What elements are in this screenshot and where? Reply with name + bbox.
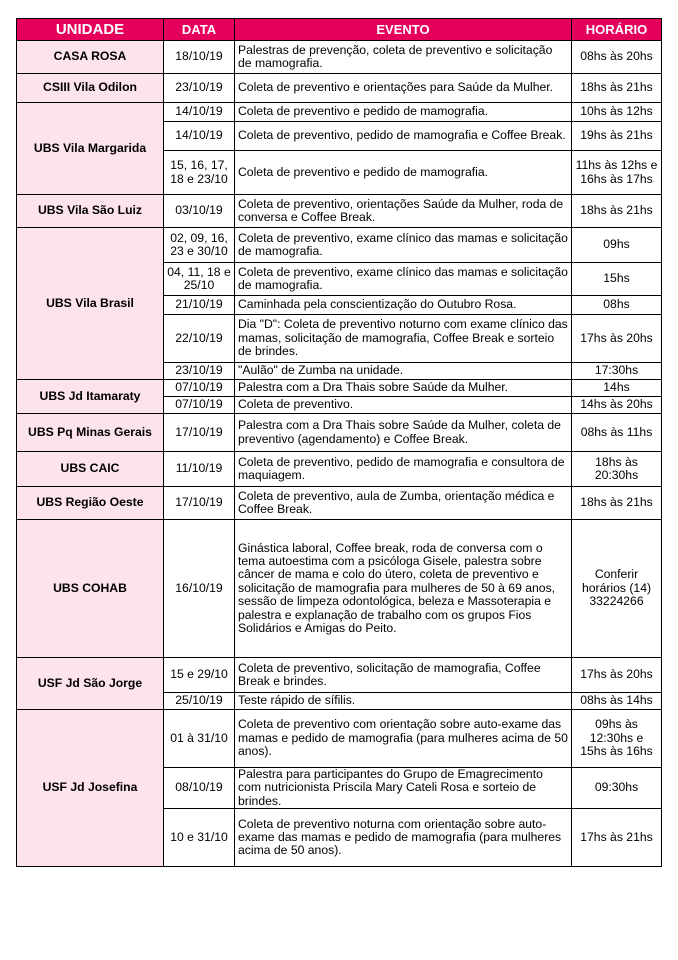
- date-cell: 25/10/19: [164, 693, 235, 710]
- time-cell: 17hs às 20hs: [572, 315, 662, 363]
- event-cell: Coleta de preventivo, pedido de mamografia e consultora de maquiagem.: [235, 452, 572, 487]
- schedule-body: [17, 41, 662, 867]
- date-cell: 18/10/19: [164, 41, 235, 74]
- date-cell: 14/10/19: [164, 122, 235, 151]
- table-row: [17, 487, 662, 520]
- table-row: [17, 195, 662, 228]
- time-cell: 08hs às 11hs: [572, 414, 662, 452]
- time-cell: 14hs às 20hs: [572, 397, 662, 414]
- date-cell: 01 à 31/10: [164, 710, 235, 768]
- table-row: [17, 41, 662, 74]
- time-cell: 19hs às 21hs: [572, 122, 662, 151]
- time-cell: 17hs às 20hs: [572, 658, 662, 693]
- time-cell: 17:30hs: [572, 363, 662, 380]
- header-horario: HORÁRIO: [572, 19, 662, 41]
- header-evento: EVENTO: [235, 19, 572, 41]
- event-cell: Coleta de preventivo e pedido de mamografia.: [235, 103, 572, 122]
- table-row: [17, 74, 662, 103]
- time-cell: 17hs às 21hs: [572, 809, 662, 867]
- date-cell: 23/10/19: [164, 74, 235, 103]
- event-cell: Ginástica laboral, Coffee break, roda de conversa com o tema autoestima com a psicóloga Gisele, palestra sobre câncer de mama e colo do útero, coleta de preventivo e solicitação de mamografia para mulheres de 50 à 69 anos, sessão de limpeza odontológica, beleza e Massoterapia e palestra e explanação de trabalho com os grupos Fios Solidários e Amigas do Peito.: [235, 520, 572, 658]
- table-row: [17, 520, 662, 658]
- unit-name: UBS Vila São Luiz: [17, 195, 164, 228]
- unit-name: UBS COHAB: [17, 520, 164, 658]
- unit-name: USF Jd São Jorge: [17, 658, 164, 710]
- time-cell: 18hs às 21hs: [572, 487, 662, 520]
- event-cell: Palestra para participantes do Grupo de Emagrecimento com nutricionista Priscila Mary Cateli Rosa e sorteio de brindes.: [235, 768, 572, 809]
- table-row: [17, 228, 662, 263]
- date-cell: 02, 09, 16, 23 e 30/10: [164, 228, 235, 263]
- event-cell: Coleta de preventivo, orientações Saúde da Mulher, roda de conversa e Coffee Break.: [235, 195, 572, 228]
- time-cell: 08hs às 14hs: [572, 693, 662, 710]
- unit-name: UBS Vila Margarida: [17, 103, 164, 195]
- header-row: [17, 19, 662, 41]
- date-cell: 15, 16, 17, 18 e 23/10: [164, 151, 235, 195]
- event-cell: Coleta de preventivo e pedido de mamografia.: [235, 151, 572, 195]
- table-row: [17, 452, 662, 487]
- unit-name: CSIII Vila Odilon: [17, 74, 164, 103]
- time-cell: 14hs: [572, 380, 662, 397]
- time-cell: 08hs: [572, 296, 662, 315]
- time-cell: 18hs às 20:30hs: [572, 452, 662, 487]
- date-cell: 08/10/19: [164, 768, 235, 809]
- event-cell: Coleta de preventivo, exame clínico das mamas e solicitação de mamografia.: [235, 228, 572, 263]
- unit-name: UBS Região Oeste: [17, 487, 164, 520]
- unit-name: UBS Jd Itamaraty: [17, 380, 164, 414]
- time-cell: 09hs: [572, 228, 662, 263]
- time-cell: 10hs às 12hs: [572, 103, 662, 122]
- time-cell: 11hs às 12hs e 16hs às 17hs: [572, 151, 662, 195]
- table-row: [17, 658, 662, 693]
- date-cell: 04, 11, 18 e 25/10: [164, 263, 235, 296]
- date-cell: 03/10/19: [164, 195, 235, 228]
- event-cell: "Aulão" de Zumba na unidade.: [235, 363, 572, 380]
- date-cell: 11/10/19: [164, 452, 235, 487]
- unit-name: CASA ROSA: [17, 41, 164, 74]
- event-cell: Coleta de preventivo noturna com orientação sobre auto-exame das mamas e pedido de mamografia (para mulheres acima de 50 anos).: [235, 809, 572, 867]
- event-cell: Coleta de preventivo e orientações para Saúde da Mulher.: [235, 74, 572, 103]
- time-cell: 09hs às 12:30hs e 15hs às 16hs: [572, 710, 662, 768]
- unit-name: UBS Pq Minas Gerais: [17, 414, 164, 452]
- event-cell: Coleta de preventivo, exame clínico das mamas e solicitação de mamografia.: [235, 263, 572, 296]
- date-cell: 21/10/19: [164, 296, 235, 315]
- date-cell: 23/10/19: [164, 363, 235, 380]
- date-cell: 07/10/19: [164, 380, 235, 397]
- time-cell: 09:30hs: [572, 768, 662, 809]
- event-cell: Dia "D": Coleta de preventivo noturno com exame clínico das mamas, solicitação de mamografia, Coffee Break e sorteio de brindes.: [235, 315, 572, 363]
- date-cell: 15 e 29/10: [164, 658, 235, 693]
- date-cell: 17/10/19: [164, 487, 235, 520]
- time-cell: 18hs às 21hs: [572, 74, 662, 103]
- time-cell: 15hs: [572, 263, 662, 296]
- table-row: [17, 710, 662, 768]
- date-cell: 14/10/19: [164, 103, 235, 122]
- table-row: [17, 414, 662, 452]
- schedule-table: [16, 18, 662, 867]
- table-row: [17, 380, 662, 397]
- date-cell: 07/10/19: [164, 397, 235, 414]
- date-cell: 16/10/19: [164, 520, 235, 658]
- unit-name: UBS Vila Brasil: [17, 228, 164, 380]
- event-cell: Coleta de preventivo com orientação sobre auto-exame das mamas e pedido de mamografia (para mulheres acima de 50 anos).: [235, 710, 572, 768]
- unit-name: USF Jd Josefina: [17, 710, 164, 867]
- date-cell: 17/10/19: [164, 414, 235, 452]
- time-cell: Conferir horários (14) 33224266: [572, 520, 662, 658]
- event-cell: Palestra com a Dra Thais sobre Saúde da Mulher.: [235, 380, 572, 397]
- event-cell: Coleta de preventivo, solicitação de mamografia, Coffee Break e brindes.: [235, 658, 572, 693]
- event-cell: Coleta de preventivo, aula de Zumba, orientação médica e Coffee Break.: [235, 487, 572, 520]
- event-cell: Caminhada pela conscientização do Outubro Rosa.: [235, 296, 572, 315]
- unit-name: UBS CAIC: [17, 452, 164, 487]
- event-cell: Palestras de prevenção, coleta de preventivo e solicitação de mamografia.: [235, 41, 572, 74]
- event-cell: Palestra com a Dra Thais sobre Saúde da Mulher, coleta de preventivo (agendamento) e Coffee Break.: [235, 414, 572, 452]
- event-cell: Teste rápido de sífilis.: [235, 693, 572, 710]
- table-row: [17, 103, 662, 122]
- time-cell: 18hs às 21hs: [572, 195, 662, 228]
- date-cell: 10 e 31/10: [164, 809, 235, 867]
- header-data: DATA: [164, 19, 235, 41]
- time-cell: 08hs às 20hs: [572, 41, 662, 74]
- event-cell: Coleta de preventivo.: [235, 397, 572, 414]
- date-cell: 22/10/19: [164, 315, 235, 363]
- header-unidade: UNIDADE: [17, 19, 164, 41]
- event-cell: Coleta de preventivo, pedido de mamografia e Coffee Break.: [235, 122, 572, 151]
